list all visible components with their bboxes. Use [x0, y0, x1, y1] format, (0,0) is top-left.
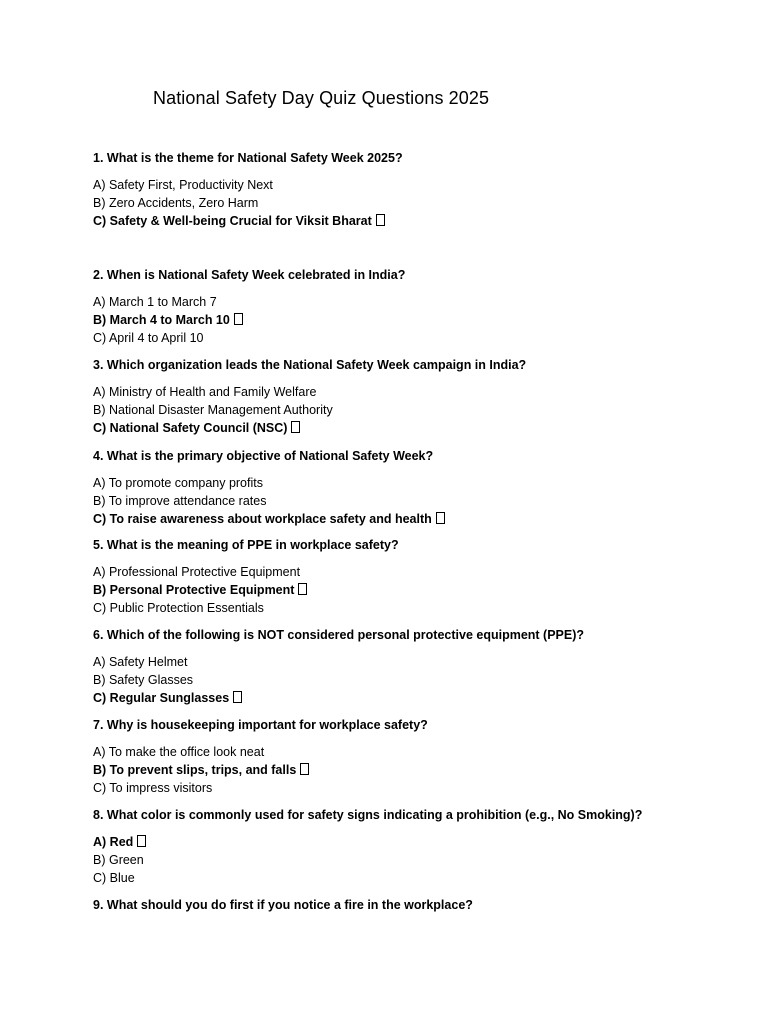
answer-option: [93, 385, 316, 399]
answer-option: [93, 476, 263, 490]
answer-option: [93, 871, 135, 885]
missing-glyph-box-icon: [298, 583, 307, 595]
answer-option-correct: [93, 691, 242, 705]
missing-glyph-box-icon: [376, 214, 385, 226]
missing-glyph-box-icon: [291, 421, 300, 433]
question-heading: 7. Why is housekeeping important for workplace safety?: [93, 718, 428, 732]
missing-glyph-box-icon: [233, 691, 242, 703]
answer-option: [93, 403, 333, 417]
answer-option-text: C) To impress visitors: [93, 780, 213, 795]
answer-option-text: C) Public Protection Essentials: [93, 600, 264, 615]
answer-option-correct: [93, 835, 146, 849]
question-heading: 8. What color is commonly used for safety signs indicating a prohibition (e.g., No Smoking)?: [93, 808, 643, 822]
missing-glyph-box-icon: [137, 835, 146, 847]
answer-option-text: A) Safety First, Productivity Next: [93, 178, 273, 192]
answer-option-correct: [93, 512, 445, 526]
answer-option-text: B) Green: [93, 852, 144, 867]
answer-option: [93, 655, 187, 669]
question-heading: 4. What is the primary objective of National Safety Week?: [93, 449, 434, 463]
answer-option-text: B) March 4 to March 10: [93, 312, 230, 327]
answer-option-text: A) March 1 to March 7: [93, 295, 217, 309]
answer-option-text: A) Red: [93, 835, 134, 849]
answer-option-text: B) To prevent slips, trips, and falls: [93, 762, 297, 777]
answer-option: [93, 745, 264, 759]
answer-option-text: A) Professional Protective Equipment: [93, 565, 301, 579]
missing-glyph-box-icon: [300, 763, 309, 775]
missing-glyph-box-icon: [436, 512, 445, 524]
question-heading: 9. What should you do first if you notice a fire in the workplace?: [93, 898, 473, 912]
answer-option-correct: [93, 214, 385, 228]
answer-option: [93, 601, 264, 615]
question-heading: 1. What is the theme for National Safety Week 2025?: [93, 151, 403, 165]
answer-option: [93, 331, 203, 345]
answer-option: [93, 673, 193, 687]
answer-option-text: B) Zero Accidents, Zero Harm: [93, 195, 259, 210]
answer-option: [93, 781, 212, 795]
answer-option-text: A) Ministry of Health and Family Welfare: [93, 385, 317, 399]
question-heading: 3. Which organization leads the National Safety Week campaign in India?: [93, 358, 527, 372]
answer-option-text: A) To make the office look neat: [93, 745, 265, 759]
answer-option: [93, 196, 258, 210]
answer-option-text: C) Regular Sunglasses: [93, 690, 230, 705]
answer-option-text: B) Safety Glasses: [93, 672, 194, 687]
answer-option: [93, 295, 217, 309]
missing-glyph-box-icon: [234, 313, 243, 325]
answer-option: [93, 565, 300, 579]
question-heading: 5. What is the meaning of PPE in workplace safety?: [93, 538, 399, 552]
answer-option-correct: [93, 763, 309, 777]
answer-option-text: A) To promote company profits: [93, 476, 263, 490]
answer-option-text: B) National Disaster Management Authority: [93, 402, 333, 417]
answer-option-text: C) Safety & Well-being Crucial for Viksit Bharat: [93, 213, 372, 228]
answer-option-text: C) To raise awareness about workplace safety and health: [93, 511, 432, 526]
answer-option-correct: [93, 583, 307, 597]
answer-option-text: C) April 4 to April 10: [93, 330, 204, 345]
answer-option-text: A) Safety Helmet: [93, 655, 188, 669]
answer-option: [93, 853, 144, 867]
page-title: National Safety Day Quiz Questions 2025: [153, 88, 490, 108]
answer-option: [93, 494, 266, 508]
question-heading: 2. When is National Safety Week celebrated in India?: [93, 268, 406, 282]
answer-option-text: B) To improve attendance rates: [93, 493, 267, 508]
question-heading: 6. Which of the following is NOT considered personal protective equipment (PPE)?: [93, 628, 585, 642]
answer-option: [93, 178, 273, 192]
answer-option-correct: [93, 421, 300, 435]
answer-option-correct: [93, 313, 243, 327]
answer-option-text: B) Personal Protective Equipment: [93, 582, 295, 597]
answer-option-text: C) National Safety Council (NSC): [93, 420, 288, 435]
answer-option-text: C) Blue: [93, 870, 135, 885]
